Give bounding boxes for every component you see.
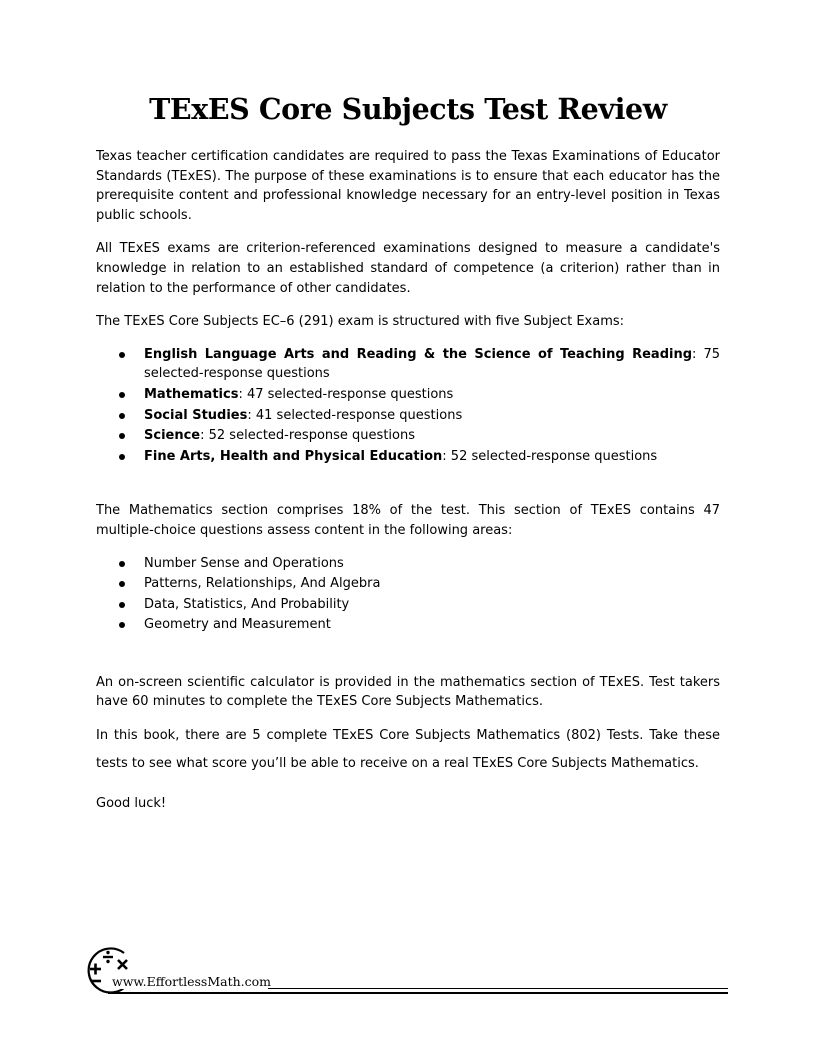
subject-detail: : 75 selected-response questions	[144, 346, 720, 382]
list-item	[96, 426, 720, 446]
book-paragraph: In this book, there are 5 complete TExES Core Subjects Mathematics (802) Tests. Take these tests to see what score you’ll be able to receive on a real TExES Core Subjects Mathematics.	[96, 728, 720, 772]
website-url: www.EffortlessMath.com	[109, 974, 274, 989]
criterion-paragraph: All TExES exams are criterion-referenced examinations designed to measure a candidate's knowledge in relation to an established standard of competence (a criterion) rather than in relation to the performance of other candidates.	[96, 241, 720, 296]
footer-divider-bold	[108, 992, 728, 994]
calculator-paragraph: An on-screen scientific calculator is provided in the mathematics section of TExES. Test takers have 60 minutes to complete the TExES Core Subjects Mathematics.	[96, 674, 720, 710]
page-footer	[84, 944, 728, 1000]
list-item: Geometry and Measurement	[96, 615, 720, 635]
list-item	[96, 345, 720, 384]
closing-text: Good luck!	[96, 796, 167, 812]
page-title: TExES Core Subjects Test Review	[149, 92, 667, 126]
list-item: Data, Statistics, And Probability	[96, 595, 720, 615]
list-item: Number Sense and Operations	[96, 554, 720, 574]
list-item	[96, 406, 720, 426]
subject-detail: : 41 selected-response questions	[247, 407, 463, 423]
subject-name: Mathematics	[144, 386, 239, 402]
subject-name: Social Studies	[144, 407, 248, 423]
intro-paragraph: Texas teacher certification candidates are required to pass the Texas Examinations of Educator Standards (TExES). The purpose of these examinations is to ensure that each educator has the prerequisite content and professional knowledge necessary for an entry-level position in Texas public schools.	[96, 149, 720, 223]
subject-detail: : 52 selected-response questions	[200, 428, 415, 444]
subject-detail: : 52 selected-response questions	[442, 448, 658, 464]
list-item: Patterns, Relationships, And Algebra	[96, 574, 720, 594]
list-item	[96, 385, 720, 405]
footer-divider	[268, 988, 728, 989]
content-area-list	[96, 554, 720, 635]
subject-name: Science	[144, 428, 201, 444]
structure-paragraph: The TExES Core Subjects EC–6 (291) exam is structured with five Subject Exams:	[96, 314, 625, 330]
subject-exam-list	[96, 345, 720, 467]
subject-name: Fine Arts, Health and Physical Education	[144, 448, 443, 464]
math-section-paragraph: The Mathematics section comprises 18% of the test. This section of TExES contains 47 multiple-choice questions assess content in the following areas:	[96, 503, 720, 538]
list-item	[96, 447, 720, 467]
subject-name: English Language Arts and Reading & the Science of Teaching Reading	[144, 346, 693, 362]
document-body	[96, 147, 720, 814]
subject-detail: : 47 selected-response questions	[238, 386, 454, 402]
